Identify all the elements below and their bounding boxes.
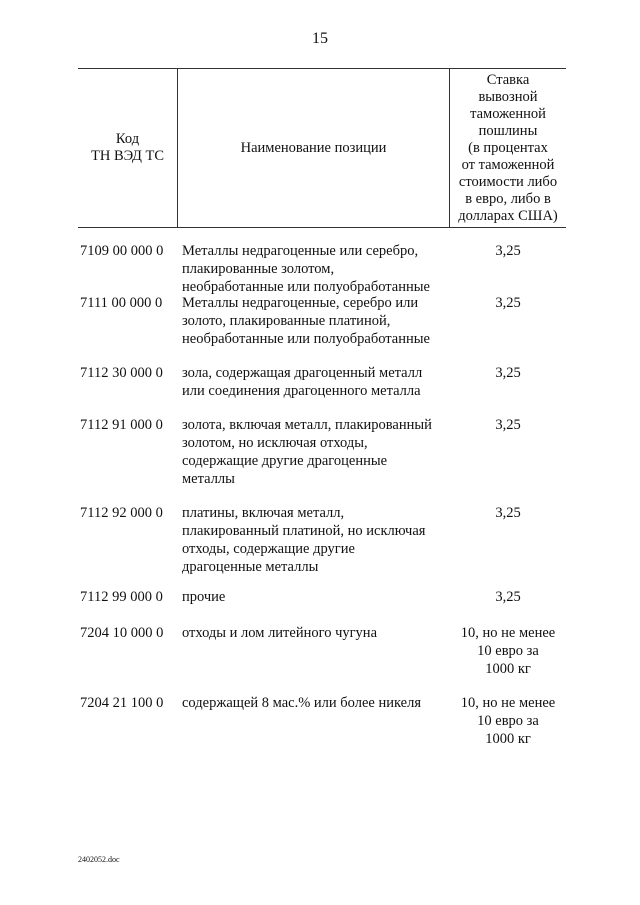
- row-rate: 3,25: [495, 243, 521, 259]
- row-rate: 3,25: [495, 589, 521, 605]
- table-row: [78, 364, 566, 400]
- row-code: 7204 21 100 0: [80, 695, 164, 711]
- row-rate: 3,25: [495, 365, 521, 381]
- header-code: Код ТН ВЭД ТС: [78, 69, 178, 227]
- row-name: Металлы недрагоценные или серебро, плакированные золотом, необработанные или полуобработанные: [182, 243, 430, 295]
- table-row: [78, 242, 566, 296]
- row-code: 7112 99 000 0: [80, 589, 163, 605]
- header-name: Наименование позиции: [178, 69, 450, 227]
- table-row: [78, 588, 566, 606]
- row-name: Металлы недрагоценные, серебро или золото, плакированные платиной, необработанные или полуобработанные: [182, 295, 430, 347]
- row-code: 7112 92 000 0: [80, 505, 163, 521]
- table-row: [78, 416, 566, 488]
- table-row: [78, 624, 566, 678]
- row-name: платины, включая металл, плакированный платиной, но исключая отходы, содержащие другие драгоценные металлы: [182, 505, 426, 575]
- row-code: 7111 00 000 0: [80, 295, 163, 311]
- row-name: золота, включая металл, плакированный золотом, но исключая отходы, содержащие другие драгоценные металлы: [182, 417, 432, 487]
- tariff-table: [78, 68, 566, 788]
- document-filename: 2402052.doc: [78, 855, 120, 864]
- table-body: [78, 228, 566, 788]
- row-name: зола, содержащая драгоценный металл или соединения драгоценного металла: [182, 365, 423, 399]
- table-row: [78, 504, 566, 576]
- header-rate: Ставка вывозной таможенной пошлины (в процентах от таможенной стоимости либо в евро, либо в долларах США): [458, 71, 558, 224]
- row-rate: 10, но не менее 10 евро за 1000 кг: [460, 695, 556, 747]
- row-name: содержащей 8 мас.% или более никеля: [182, 695, 422, 711]
- row-rate: 10, но не менее 10 евро за 1000 кг: [460, 625, 556, 677]
- row-name: прочие: [182, 589, 226, 605]
- row-code: 7109 00 000 0: [80, 243, 164, 259]
- row-rate: 3,25: [495, 505, 521, 521]
- row-name: отходы и лом литейного чугуна: [182, 625, 377, 641]
- row-code: 7112 30 000 0: [80, 365, 163, 381]
- row-rate: 3,25: [495, 295, 521, 311]
- table-header: [78, 68, 566, 228]
- table-row: [78, 694, 566, 748]
- table-row: [78, 294, 566, 348]
- row-code: 7204 10 000 0: [80, 625, 164, 641]
- row-code: 7112 91 000 0: [80, 417, 163, 433]
- row-rate: 3,25: [495, 417, 521, 433]
- page-number: 15: [312, 30, 328, 47]
